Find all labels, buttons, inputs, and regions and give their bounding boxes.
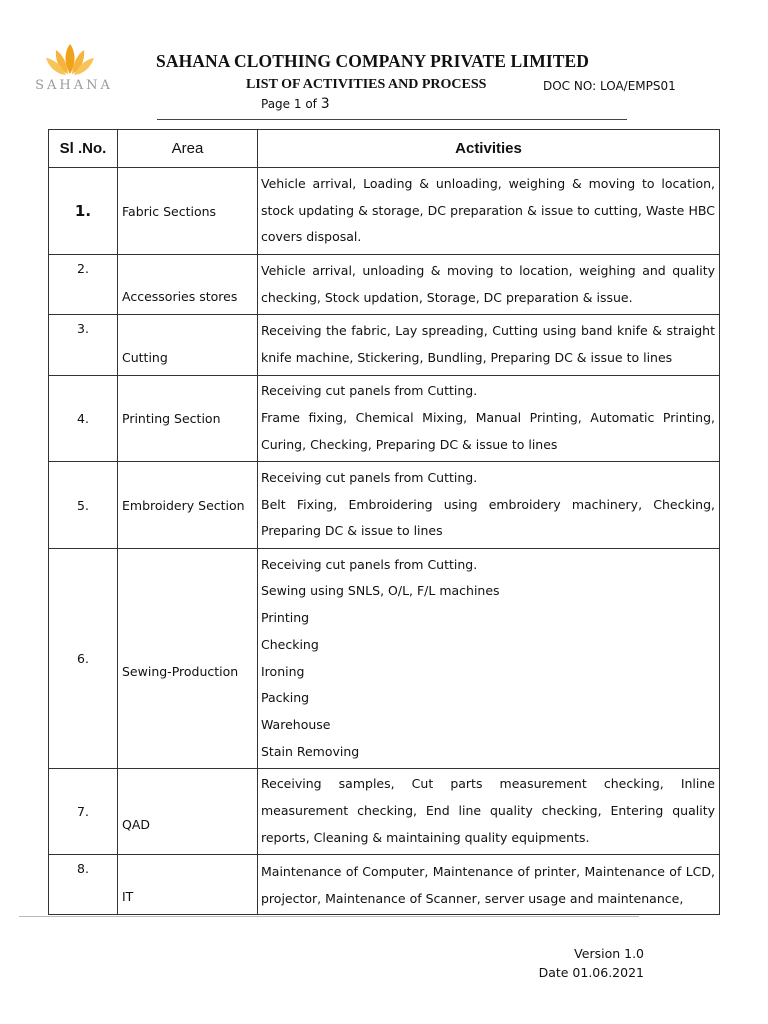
row-activities <box>258 769 720 855</box>
row-area: Printing Section <box>118 376 258 462</box>
activity-text: Receiving samples, Cut parts measurement checking, Inline measurement checking, End line quality checking, Entering quality reports, Cleaning & maintaining quality equipments. <box>261 776 715 845</box>
page-number <box>261 96 330 112</box>
activity-text: Vehicle arrival, unloading & moving to location, weighing and quality checking, Stock updation, Storage, DC preparation & issue. <box>261 262 715 305</box>
activity-text: Receiving cut panels from Cutting. <box>261 556 478 572</box>
row-area: Accessories stores <box>118 255 258 315</box>
activity-text: Maintenance of Computer, Maintenance of printer, Maintenance of LCD, projector, Maintenance of Scanner, server usage and maintenance, <box>261 863 715 906</box>
row-activities <box>258 855 720 915</box>
row-sl-no: 7. <box>49 769 118 855</box>
activity-text: Checking <box>261 636 319 652</box>
document-title: LIST OF ACTIVITIES AND PROCESS <box>246 77 487 92</box>
row-activities <box>258 376 720 462</box>
document-number: DOC NO: LOA/EMPS01 <box>543 79 676 93</box>
page-total: 3 <box>320 96 330 112</box>
company-logo <box>24 40 116 100</box>
table-row <box>49 769 720 855</box>
table-row <box>49 549 720 769</box>
header-activities: Activities <box>258 130 720 168</box>
row-sl-no: 3. <box>49 315 118 376</box>
version-date: Date 01.06.2021 <box>538 965 644 980</box>
row-sl-no: 5. <box>49 462 118 549</box>
row-sl-no: 6. <box>49 549 118 769</box>
activity-text: Sewing using SNLS, O/L, F/L machines <box>261 583 500 599</box>
version-label: Version 1.0 <box>574 946 644 961</box>
activity-text: Packing <box>261 690 310 706</box>
activity-text: Warehouse <box>261 716 331 732</box>
row-area: IT <box>118 855 258 915</box>
header-sl-no: Sl .No. <box>49 130 118 168</box>
activity-text: Receiving the fabric, Lay spreading, Cutting using band knife & straight knife machine, Stickering, Bundling, Preparing DC & issue to lines <box>261 323 715 365</box>
row-activities <box>258 255 720 315</box>
activity-text: Belt Fixing, Embroidering using embroidery machinery, Checking, Preparing DC & issue to lines <box>261 496 715 539</box>
table-row <box>49 855 720 915</box>
activity-text: Frame fixing, Chemical Mixing, Manual Printing, Automatic Printing, Curing, Checking, Preparing DC & issue to lines <box>261 410 715 452</box>
row-area: Embroidery Section <box>118 462 258 549</box>
row-area: Cutting <box>118 315 258 376</box>
page-label: Page 1 of <box>261 97 317 111</box>
row-sl-no: 8. <box>49 855 118 915</box>
activity-text: Receiving cut panels from Cutting. <box>261 383 478 399</box>
activity-text: Vehicle arrival, Loading & unloading, weighing & moving to location, stock updating & storage, DC preparation & issue to cutting, Waste HBC covers disposal. <box>261 175 715 245</box>
activities-table <box>48 129 720 915</box>
version-block <box>539 944 644 982</box>
activity-text: Printing <box>261 610 310 626</box>
row-area: Fabric Sections <box>118 168 258 255</box>
lotus-logo-icon <box>42 40 98 78</box>
company-name: SAHANA CLOTHING COMPANY PRIVATE LIMITED <box>156 51 590 71</box>
logo-wordmark: SAHANA <box>35 78 113 93</box>
table-header-row <box>49 130 720 168</box>
row-activities <box>258 168 720 255</box>
header-rule <box>157 119 627 120</box>
table-row <box>49 255 720 315</box>
table-row <box>49 376 720 462</box>
row-area: QAD <box>118 769 258 855</box>
header-area: Area <box>118 130 258 168</box>
row-activities <box>258 462 720 549</box>
row-activities <box>258 315 720 376</box>
activity-text: Receiving cut panels from Cutting. <box>261 469 478 485</box>
row-sl-no: 1. <box>49 168 118 255</box>
row-area: Sewing-Production <box>118 549 258 769</box>
row-sl-no: 4. <box>49 376 118 462</box>
activity-text: Stain Removing <box>261 743 360 759</box>
table-row <box>49 315 720 376</box>
row-activities <box>258 549 720 769</box>
activity-text: Ironing <box>261 663 305 679</box>
footer-rule <box>19 916 639 917</box>
table-row <box>49 168 720 255</box>
row-sl-no: 2. <box>49 255 118 315</box>
table-row <box>49 462 720 549</box>
